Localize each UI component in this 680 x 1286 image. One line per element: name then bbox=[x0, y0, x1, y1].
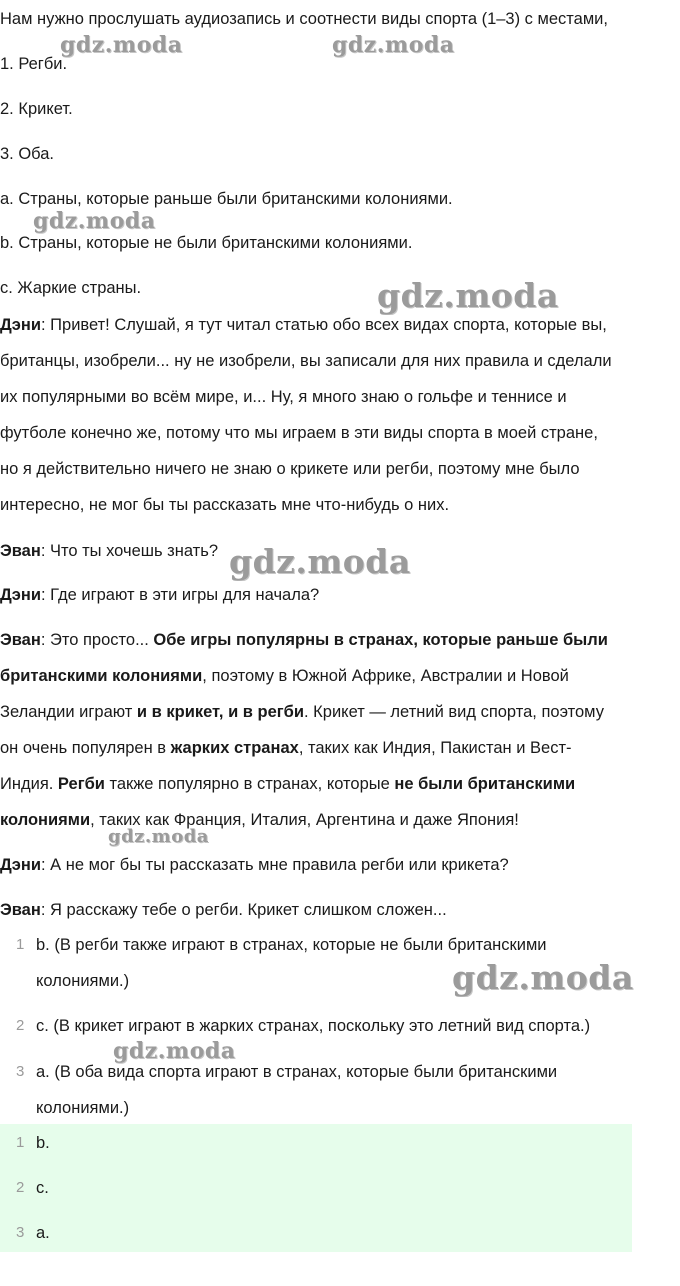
answer-item: c. bbox=[36, 1179, 49, 1197]
dialog-line: Дэни: Где играют в эти игры для начала? bbox=[0, 586, 320, 604]
explanation-line: колониями.) bbox=[36, 1099, 130, 1117]
explanation-line: колониями.) bbox=[36, 972, 130, 990]
sport-item-2: 2. Крикет. bbox=[0, 100, 73, 118]
dialog-line: колониями, таких как Франция, Италия, Аргентина и даже Япония! bbox=[0, 811, 519, 829]
speaker-dani: Дэни bbox=[0, 586, 41, 604]
dialog-line: Дэни: Привет! Слушай, я тут читал статью обо всех видах спорта, которые вы, bbox=[0, 316, 607, 334]
watermark: gdz.moda bbox=[332, 32, 455, 58]
sport-item-3: 3. Оба. bbox=[0, 145, 55, 163]
dialog-line: британцы, изобрели... ну не изобрели, вы записали для них правила и сделали bbox=[0, 352, 612, 370]
dialog-line: Эван: Что ты хочешь знать? bbox=[0, 542, 219, 560]
explanation-line: a. (В оба вида спорта играют в странах, которые были британскими bbox=[36, 1063, 558, 1081]
speaker-evan: Эван bbox=[0, 542, 41, 560]
watermark: gdz.moda bbox=[113, 1038, 236, 1064]
answer-item: a. bbox=[36, 1224, 50, 1242]
speaker-evan: Эван bbox=[0, 631, 41, 649]
dialog-line: Зеландии играют и в крикет, и в регби. Крикет — летний вид спорта, поэтому bbox=[0, 703, 604, 721]
speaker-dani: Дэни bbox=[0, 316, 41, 334]
watermark: gdz.moda bbox=[377, 276, 559, 315]
answer-block bbox=[0, 1124, 632, 1252]
task-intro: Нам нужно прослушать аудиозапись и соотнести виды спорта (1–3) с местами, bbox=[0, 10, 608, 28]
dialog-line: он очень популярен в жарких странах, таких как Индия, Пакистан и Вест- bbox=[0, 739, 572, 757]
sport-item-1: 1. Регби. bbox=[0, 55, 68, 73]
answer-number: 1 bbox=[16, 1134, 25, 1151]
dialog-line: британскими колониями, поэтому в Южной Африке, Австралии и Новой bbox=[0, 667, 569, 685]
answer-number: 2 bbox=[16, 1179, 25, 1196]
explanation-number: 2 bbox=[16, 1017, 25, 1034]
explanation-line: c. (В крикет играют в жарких странах, поскольку это летний вид спорта.) bbox=[36, 1017, 591, 1035]
place-item-c: c. Жаркие страны. bbox=[0, 279, 142, 297]
explanation-line: b. (В регби также играют в странах, которые не были британскими bbox=[36, 936, 547, 954]
dialog-line: Эван: Это просто... Обе игры популярны в странах, которые раньше были bbox=[0, 631, 608, 649]
watermark: gdz.moda bbox=[33, 208, 156, 234]
watermark: gdz.moda bbox=[108, 826, 209, 847]
dialog-line: футболе конечно же, потому что мы играем в эти виды спорта в моей стране, bbox=[0, 424, 598, 442]
explanation-number: 3 bbox=[16, 1063, 25, 1080]
place-item-b: b. Страны, которые не были британскими колониями. bbox=[0, 234, 413, 252]
explanation-number: 1 bbox=[16, 936, 25, 953]
place-item-a: a. Страны, которые раньше были британскими колониями. bbox=[0, 190, 453, 208]
speaker-evan: Эван bbox=[0, 901, 41, 919]
answer-number: 3 bbox=[16, 1224, 25, 1241]
speaker-dani: Дэни bbox=[0, 856, 41, 874]
watermark: gdz.moda bbox=[229, 542, 411, 581]
answer-item: b. bbox=[36, 1134, 50, 1152]
dialog-line: интересно, не мог бы ты рассказать мне что-нибудь о них. bbox=[0, 496, 450, 514]
watermark: gdz.moda bbox=[60, 32, 183, 58]
dialog-line: Индия. Регби также популярно в странах, которые не были британскими bbox=[0, 775, 576, 793]
dialog-line: Эван: Я расскажу тебе о регби. Крикет слишком сложен... bbox=[0, 901, 447, 919]
dialog-line: но я действительно ничего не знаю о крикете или регби, поэтому мне было bbox=[0, 460, 580, 478]
watermark: gdz.moda bbox=[452, 958, 634, 997]
dialog-line: Дэни: А не мог бы ты рассказать мне правила регби или крикета? bbox=[0, 856, 509, 874]
dialog-line: их популярными во всём мире, и... Ну, я много знаю о гольфе и теннисе и bbox=[0, 388, 567, 406]
